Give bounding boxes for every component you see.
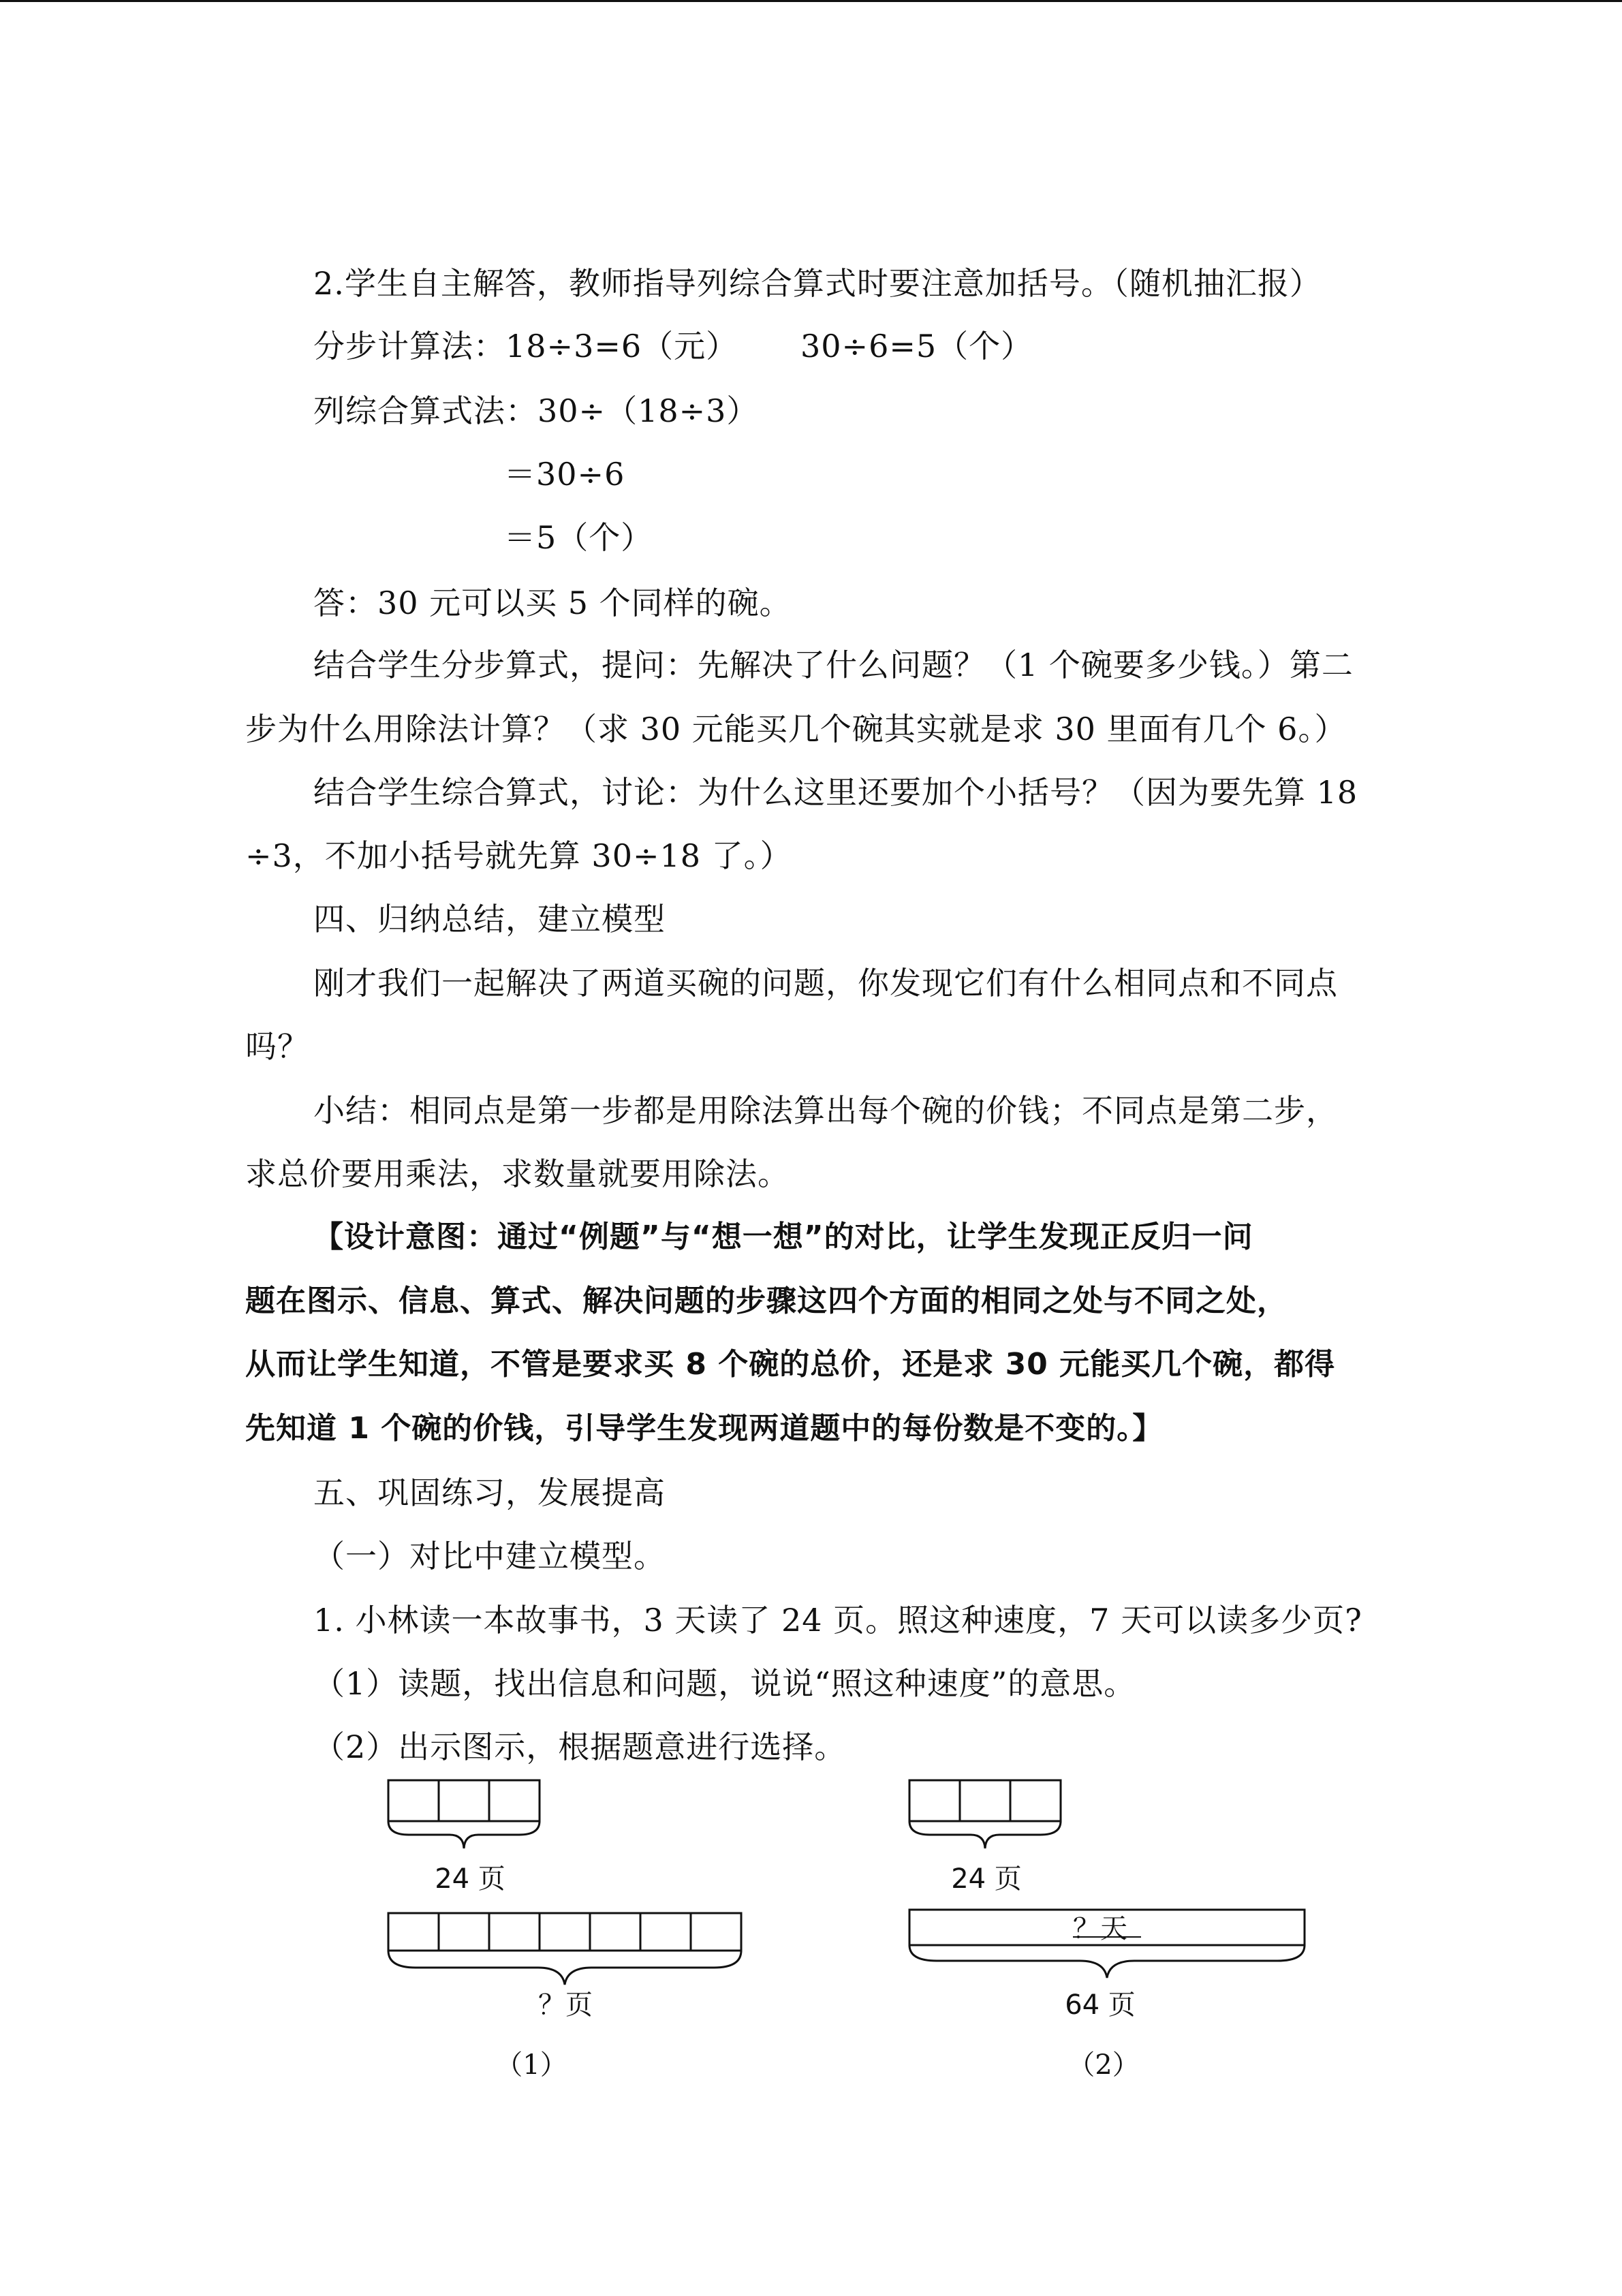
text-line: 分步计算法：18÷3=6（元）	[313, 328, 738, 364]
text-line: 30÷6=5（个）	[800, 328, 1033, 364]
text-line: ＝5（个）	[504, 519, 653, 556]
text-line: 结合学生综合算式，讨论：为什么这里还要加个小括号？（因为要先算 18	[313, 774, 1358, 811]
right-caption: （2）	[1067, 2049, 1140, 2081]
right-top-bar	[909, 1780, 1061, 1821]
right-bottom-brace	[909, 1945, 1305, 1978]
text-line: ＝30÷6	[504, 456, 625, 493]
text-line: 刚才我们一起解决了两道买碗的问题，你发现它们有什么相同点和不同点	[313, 965, 1338, 1002]
text-line: 吗？	[245, 1028, 309, 1065]
right-top-label: 24 页	[951, 1863, 1022, 1895]
left-bottom-label: ？页	[538, 1989, 593, 2021]
text-line: 步为什么用除法计算？（求 30 元能买几个碗其实就是求 30 里面有几个 6。）	[245, 711, 1347, 747]
design-intent-line: 从而让学生知道，不管是要求买 8 个碗的总价，还是求 30 元能买几个碗，都得	[245, 1347, 1336, 1382]
text-line: 小结：相同点是第一步都是用除法算出每个碗的价钱；不同点是第二步，	[313, 1092, 1338, 1129]
right-bar-label: ？天	[1073, 1913, 1127, 1944]
design-intent-line: 先知道 1 个碗的价钱，引导学生发现两道题中的每份数是不变的。】	[245, 1411, 1164, 1446]
text-line: 1. 小林读一本故事书，3 天读了 24 页。照这种速度，7 天可以读多少页?	[313, 1602, 1362, 1639]
text-line: 求总价要用乘法，求数量就要用除法。	[245, 1155, 790, 1192]
left-top-bar	[388, 1780, 540, 1821]
left-caption: （1）	[495, 2049, 567, 2081]
left-top-label: 24 页	[435, 1863, 505, 1895]
section-heading: 五、巩固练习，发展提高	[313, 1474, 666, 1511]
text-line: 2.学生自主解答，教师指导列综合算式时要注意加括号。（随机抽汇报）	[313, 265, 1322, 302]
design-intent-line: 【设计意图：通过“例题”与“想一想”的对比，让学生发现正反归一问	[313, 1220, 1253, 1254]
section-heading: 四、归纳总结，建立模型	[313, 901, 666, 937]
right-top-brace	[909, 1821, 1061, 1848]
text-line: （1）读题，找出信息和问题，说说“照这种速度”的意思。	[313, 1665, 1136, 1702]
text-line: 答：30 元可以买 5 个同样的碗。	[313, 585, 792, 621]
text-line: （2）出示图示，根据题意进行选择。	[313, 1728, 847, 1765]
left-bottom-brace	[388, 1951, 741, 1985]
left-bottom-bar	[388, 1913, 741, 1951]
design-intent-line: 题在图示、信息、算式、解决问题的步骤这四个方面的相同之处与不同之处，	[245, 1284, 1288, 1318]
document-page	[0, 2, 1622, 2296]
text-line: 结合学生分步算式，提问：先解决了什么问题？（1 个碗要多少钱。）第二	[313, 647, 1354, 683]
left-top-brace	[388, 1821, 540, 1848]
right-bottom-label: 64 页	[1065, 1989, 1136, 2021]
text-line: （一）对比中建立模型。	[313, 1538, 666, 1574]
text-line: 列综合算式法：30÷（18÷3）	[313, 392, 759, 429]
text-line: ÷3，不加小括号就先算 30÷18 了。）	[245, 837, 792, 874]
